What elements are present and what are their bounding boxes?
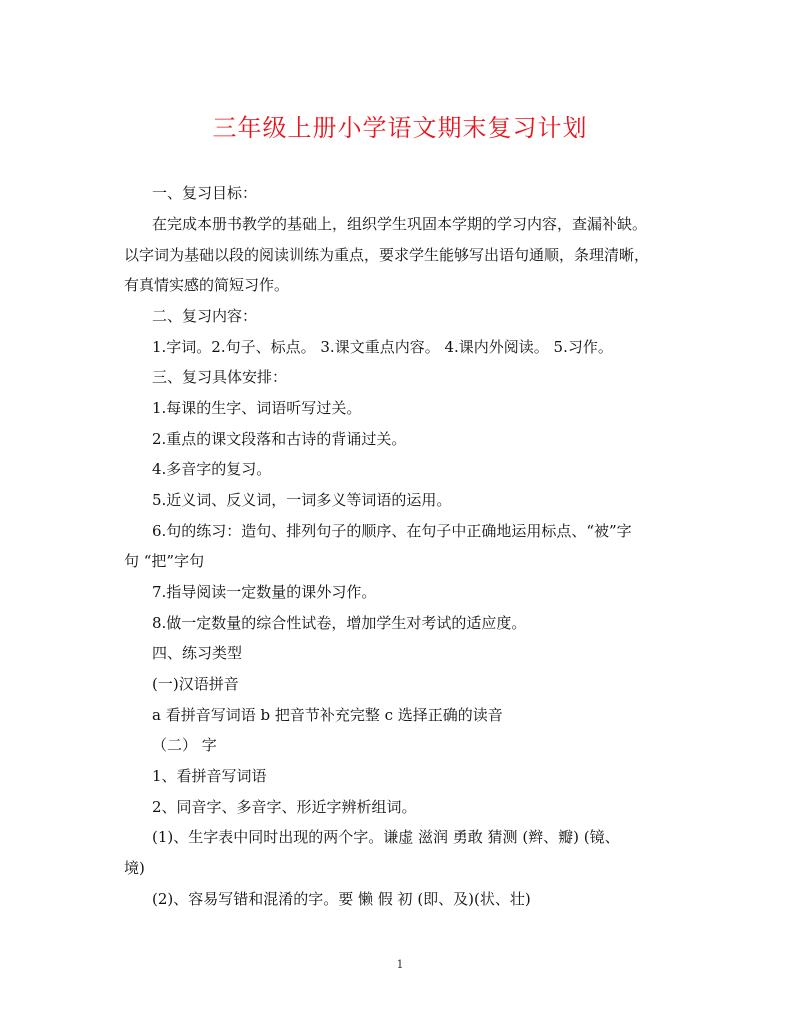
section-heading-exercise-types: 四、练习类型 [152,644,243,662]
subsection-heading: (一)汉语拼音 [152,675,239,693]
list-item: 8.做一定数量的综合性试卷，增加学生对考试的适应度。 [152,614,527,632]
list-item: (1)、生字表中同时出现的两个字。谦虚 滋润 勇敢 猜测 (辫、瓣) (镜、 [152,828,620,846]
list-item-continuation: 句 “把”字句 [124,552,205,570]
section-heading-goals: 一、复习目标： [152,184,258,202]
page-number: 1 [396,958,404,971]
paragraph-line: a 看拼音写词语 b 把音节补充完整 c 选择正确的读音 [152,706,503,724]
list-item: 6.句的练习：造句、排列句子的顺序、在句子中正确地运用标点、“被”字 [152,522,632,540]
list-item: (2)、容易写错和混淆的字。要 懒 假 初 (即、及)(状、壮) [152,890,531,908]
section-heading-content: 二、复习内容： [152,307,258,325]
paragraph-line: 有真情实感的简短习作。 [124,276,290,294]
list-item-continuation: 境) [124,859,145,877]
paragraph-line: 在完成本册书教学的基础上，组织学生巩固本学期的学习内容，查漏补缺。 [152,215,648,233]
list-item: 1、看拼音写词语 [152,767,267,785]
subsection-heading: （二） 字 [152,736,217,754]
section-heading-arrangement: 三、复习具体安排： [152,368,288,386]
list-item: 2.重点的课文段落和古诗的背诵过关。 [152,430,407,448]
list-item: 2、同音字、多音字、形近字辨析组词。 [152,798,417,816]
list-item: 5.近义词、反义词，一词多义等词语的运用。 [152,491,452,509]
paragraph-line: 以字词为基础以段的阅读训练为重点，要求学生能够写出语句通顺，条理清晰， [124,246,650,264]
list-item: 7.指导阅读一定数量的课外习作。 [152,583,377,601]
document-title: 三年级上册小学语文期末复习计划 [212,114,588,142]
list-item: 1.每课的生字、词语听写过关。 [152,399,362,417]
list-item: 4.多音字的复习。 [152,460,272,478]
paragraph-line: 1.字词。2.句子、标点。 3.课文重点内容。 4.课内外阅读。 5.习作。 [152,338,613,356]
